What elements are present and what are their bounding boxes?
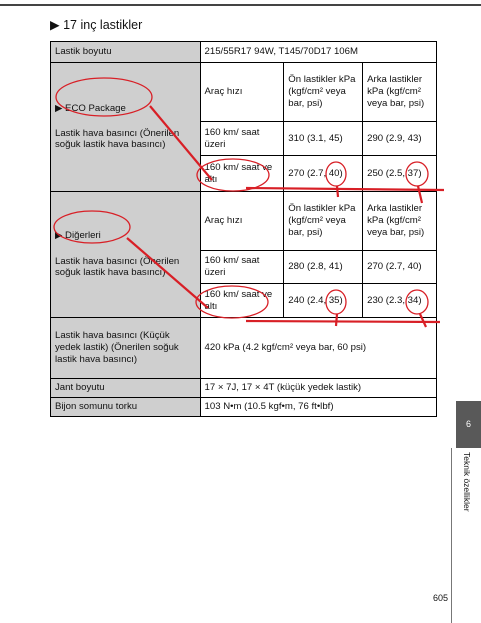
chapter-title: Teknik özellikler <box>462 452 472 512</box>
lug-nut-torque-label: Bijon somunu torku <box>51 398 201 417</box>
page-number: 605 <box>433 593 449 603</box>
lug-nut-torque-value: 103 N•m (10.5 kgf•m, 76 ft•lbf) <box>200 398 436 417</box>
speed-cell: 160 km/ saat ve altı <box>200 284 284 318</box>
rear-tire-header: Arka lastikler kPa (kgf/cm² veya bar, psi) <box>363 192 437 251</box>
front-pressure-cell: 240 (2.4, 35) <box>284 284 363 318</box>
rim-size-label: Jant boyutu <box>51 379 201 398</box>
table-row <box>51 42 437 63</box>
other-group-cell <box>51 192 201 318</box>
rear-pressure-cell: 270 (2.7, 40) <box>363 251 437 284</box>
chapter-tab: 6 <box>456 401 481 448</box>
front-tire-header: Ön lastikler kPa (kgf/cm² veya bar, psi) <box>284 63 363 122</box>
speed-cell: 160 km/ saat ve altı <box>200 156 284 192</box>
front-tire-header: Ön lastikler kPa (kgf/cm² veya bar, psi) <box>284 192 363 251</box>
speed-header: Araç hızı <box>200 63 284 122</box>
front-pressure-cell: 310 (3.1, 45) <box>284 122 363 156</box>
table-row <box>51 398 437 417</box>
table-row <box>51 379 437 398</box>
speed-header: Araç hızı <box>200 192 284 251</box>
chapter-title-vertical <box>458 454 476 544</box>
other-tag: ▶ Diğerleri <box>55 229 101 241</box>
speed-cell: 160 km/ saat üzeri <box>200 251 284 284</box>
tire-size-value: 215/55R17 94W, T145/70D17 106M <box>200 42 436 63</box>
rear-pressure-cell: 250 (2.5, 37) <box>363 156 437 192</box>
table-row <box>51 318 437 379</box>
speed-cell: 160 km/ saat üzeri <box>200 122 284 156</box>
eco-package-tag: ▶ ECO Package <box>55 102 126 114</box>
rear-pressure-cell: 290 (2.9, 43) <box>363 122 437 156</box>
front-pressure-cell: 280 (2.8, 41) <box>284 251 363 284</box>
eco-pressure-label: Lastik hava basıncı (Önerilen soğuk lastik hava basıncı) <box>55 127 180 151</box>
rim-size-value: 17 × 7J, 17 × 4T (küçük yedek lastik) <box>200 379 436 398</box>
section-heading: ▶ 17 inç lastikler <box>50 18 143 32</box>
table-row <box>51 63 437 122</box>
spare-pressure-value: 420 kPa (4.2 kgf/cm² veya bar, 60 psi) <box>200 318 436 379</box>
eco-group-cell <box>51 63 201 192</box>
rear-pressure-cell: 230 (2.3, 34) <box>363 284 437 318</box>
spare-pressure-label: Lastik hava basıncı (Küçük yedek lastik) (Önerilen soğuk lastik hava basıncı) <box>51 318 201 379</box>
other-pressure-label: Lastik hava basıncı (Önerilen soğuk lastik hava basıncı) <box>55 255 180 279</box>
top-rule <box>0 4 481 6</box>
rear-tire-header: Arka lastikler kPa (kgf/cm² veya bar, psi) <box>363 63 437 122</box>
table-row <box>51 192 437 251</box>
tire-size-label: Lastik boyutu <box>51 42 201 63</box>
side-rule <box>451 448 452 623</box>
front-pressure-cell: 270 (2.7, 40) <box>284 156 363 192</box>
tire-spec-table <box>50 41 437 417</box>
